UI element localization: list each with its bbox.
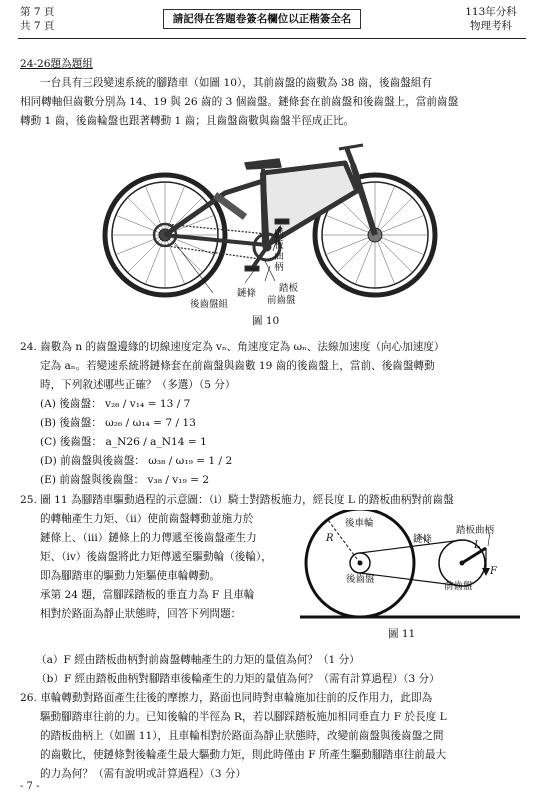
- fig10-label-pedal: 踏板: [279, 283, 299, 294]
- fig10-label-front-gear: 前齒盤: [267, 295, 296, 306]
- page-footer: - 7 -: [20, 781, 40, 792]
- q25-stem-7: 相對於路面為靜止狀態時，回答下列問題：: [40, 608, 242, 620]
- group-title: 24-26題為題組: [20, 58, 93, 70]
- q25-stem-4: 矩、（ⅳ）後齒盤將此力矩傳遞至驅動輪（後輪），: [40, 551, 272, 563]
- q24-option-a: (A) 後齒盤： v₂₆ / v₁₄ = 13 / 7: [40, 398, 191, 410]
- fig10-label-pedal-crank: 踏板曲柄: [274, 229, 284, 273]
- q26-stem-4: 的齒數比，使鏈條對後輪產生最大驅動力矩，則此時僅由 F 所產生驅動腳踏車往前最大: [40, 749, 447, 761]
- q26-stem-1: 26. 車輪轉動對路面產生往後的摩擦力，路面也同時對車輪施加往前的反作用力，此即為: [20, 692, 433, 704]
- intro-line-2: 相同轉軸但齒數分別為 14、19 與 26 齒的 3 個齒盤。鏈條套在前齒盤和後齒盤上，當前齒盤: [20, 96, 459, 108]
- q25-stem-2: 的轉軸產生力矩、（ⅱ）使前齒盤轉動並施力於: [40, 513, 254, 525]
- q25-stem-5: 即為腳踏車的驅動力矩驅使車輪轉動。: [40, 570, 221, 582]
- q25-sub-b: （b）F 經由踏板曲柄對腳踏車後輪產生的力矩的量值為何？（需有計算過程）（3 分）: [36, 673, 440, 685]
- q24-option-e: (E) 前齒盤與後齒盤： v₃₈ / v₁₉ = 2: [40, 474, 210, 486]
- fig11-label-L: L: [474, 540, 481, 551]
- fig11-label-rear-gear: 後齒盤: [346, 574, 375, 585]
- q24-stem-3: 時，下列敘述哪些正確？（多選）（5 分）: [40, 379, 236, 391]
- q26-stem-3: 的踏板曲柄上（如圖 11），且車輪相對於路面為靜止狀態時，改變前齒盤與後齒盤之間: [40, 730, 444, 742]
- bike-frame: [165, 145, 375, 245]
- q26-stem-5: 的力為何？（需有說明或計算過程）（3 分）: [40, 768, 247, 780]
- q24-stem-1: 24. 齒數為 n 的齒盤邊緣的切線速度定為 vₙ、角速度定為 ωₙ、法線加速度（向心加速度）: [20, 341, 445, 353]
- q25-stem-1: 25. 圖 11 為腳踏車驅動過程的示意圖：（ⅰ）騎士對踏板施力，經長度 L 的踏板曲柄對前齒盤: [20, 494, 454, 506]
- fig10-label-chain: 鏈條: [237, 288, 257, 299]
- q24-option-c: (C) 後齒盤： a_N26 / a_N14 = 1: [40, 436, 207, 448]
- fig11-label-chain: 鏈條: [413, 534, 433, 545]
- page-total: 共 7 頁: [20, 20, 55, 32]
- intro-line-3: 轉動 1 齒，後齒輪盤也跟著轉動 1 齒；且齒盤齒數與齒盤半徑成正比。: [20, 115, 355, 127]
- fig11-label-R: R: [326, 533, 334, 544]
- fig11-label-pedal-crank: 踏板曲柄: [456, 525, 495, 536]
- fig11-caption: 圖 11: [388, 628, 416, 640]
- page-number: 第 7 頁: [20, 6, 55, 18]
- signature-notice: 請記得在答題卷簽名欄位以正楷簽全名: [163, 9, 361, 29]
- intro-line-1: 一台具有三段變速系統的腳踏車（如圖 10），其前齒盤的齒數為 38 齒，後齒盤組有: [40, 77, 432, 89]
- exam-year: 113年分科: [465, 6, 517, 18]
- q24-option-b: (B) 後齒盤： ω₂₆ / ω₁₄ = 7 / 13: [40, 417, 196, 429]
- q26-stem-2: 驅動腳踏車往前的力。已知後輪的半徑為 R，若以腳踩踏板施加相同垂直力 F 於長度 L: [40, 711, 447, 723]
- q24-option-d: (D) 前齒盤與後齒盤： ω₃₈ / ω₁₉ = 1 / 2: [40, 455, 233, 467]
- q25-stem-3: 鏈條上、（ⅲ）鏈條上的力傳遞至後齒盤產生力: [40, 532, 257, 544]
- q25-sub-a: （a）F 經由踏板曲柄對前齒盤轉軸產生的力矩的量值為何？（1 分）: [36, 654, 360, 666]
- fig10-label-rear-gears: 後齒盤組: [190, 299, 229, 310]
- q24-stem-2: 定為 aₙ。若變速系統將鏈條套在前齒盤與齒數 19 齒的後齒盤上，當前、後齒盤轉動: [40, 360, 435, 372]
- fig11-label-front-gear: 前齒盤: [444, 581, 473, 592]
- fig11-label-F: F: [490, 566, 497, 577]
- fig11-label-rear-wheel: 後車輪: [345, 518, 374, 529]
- q25-stem-6: 承第 24 題，當腳踩踏板的垂直力為 F 且車輪: [40, 589, 255, 601]
- bicycle-figure: [95, 135, 455, 315]
- exam-subject: 物理考科: [470, 20, 512, 32]
- fig10-caption: 圖 10: [252, 315, 280, 327]
- header-divider: [18, 38, 526, 39]
